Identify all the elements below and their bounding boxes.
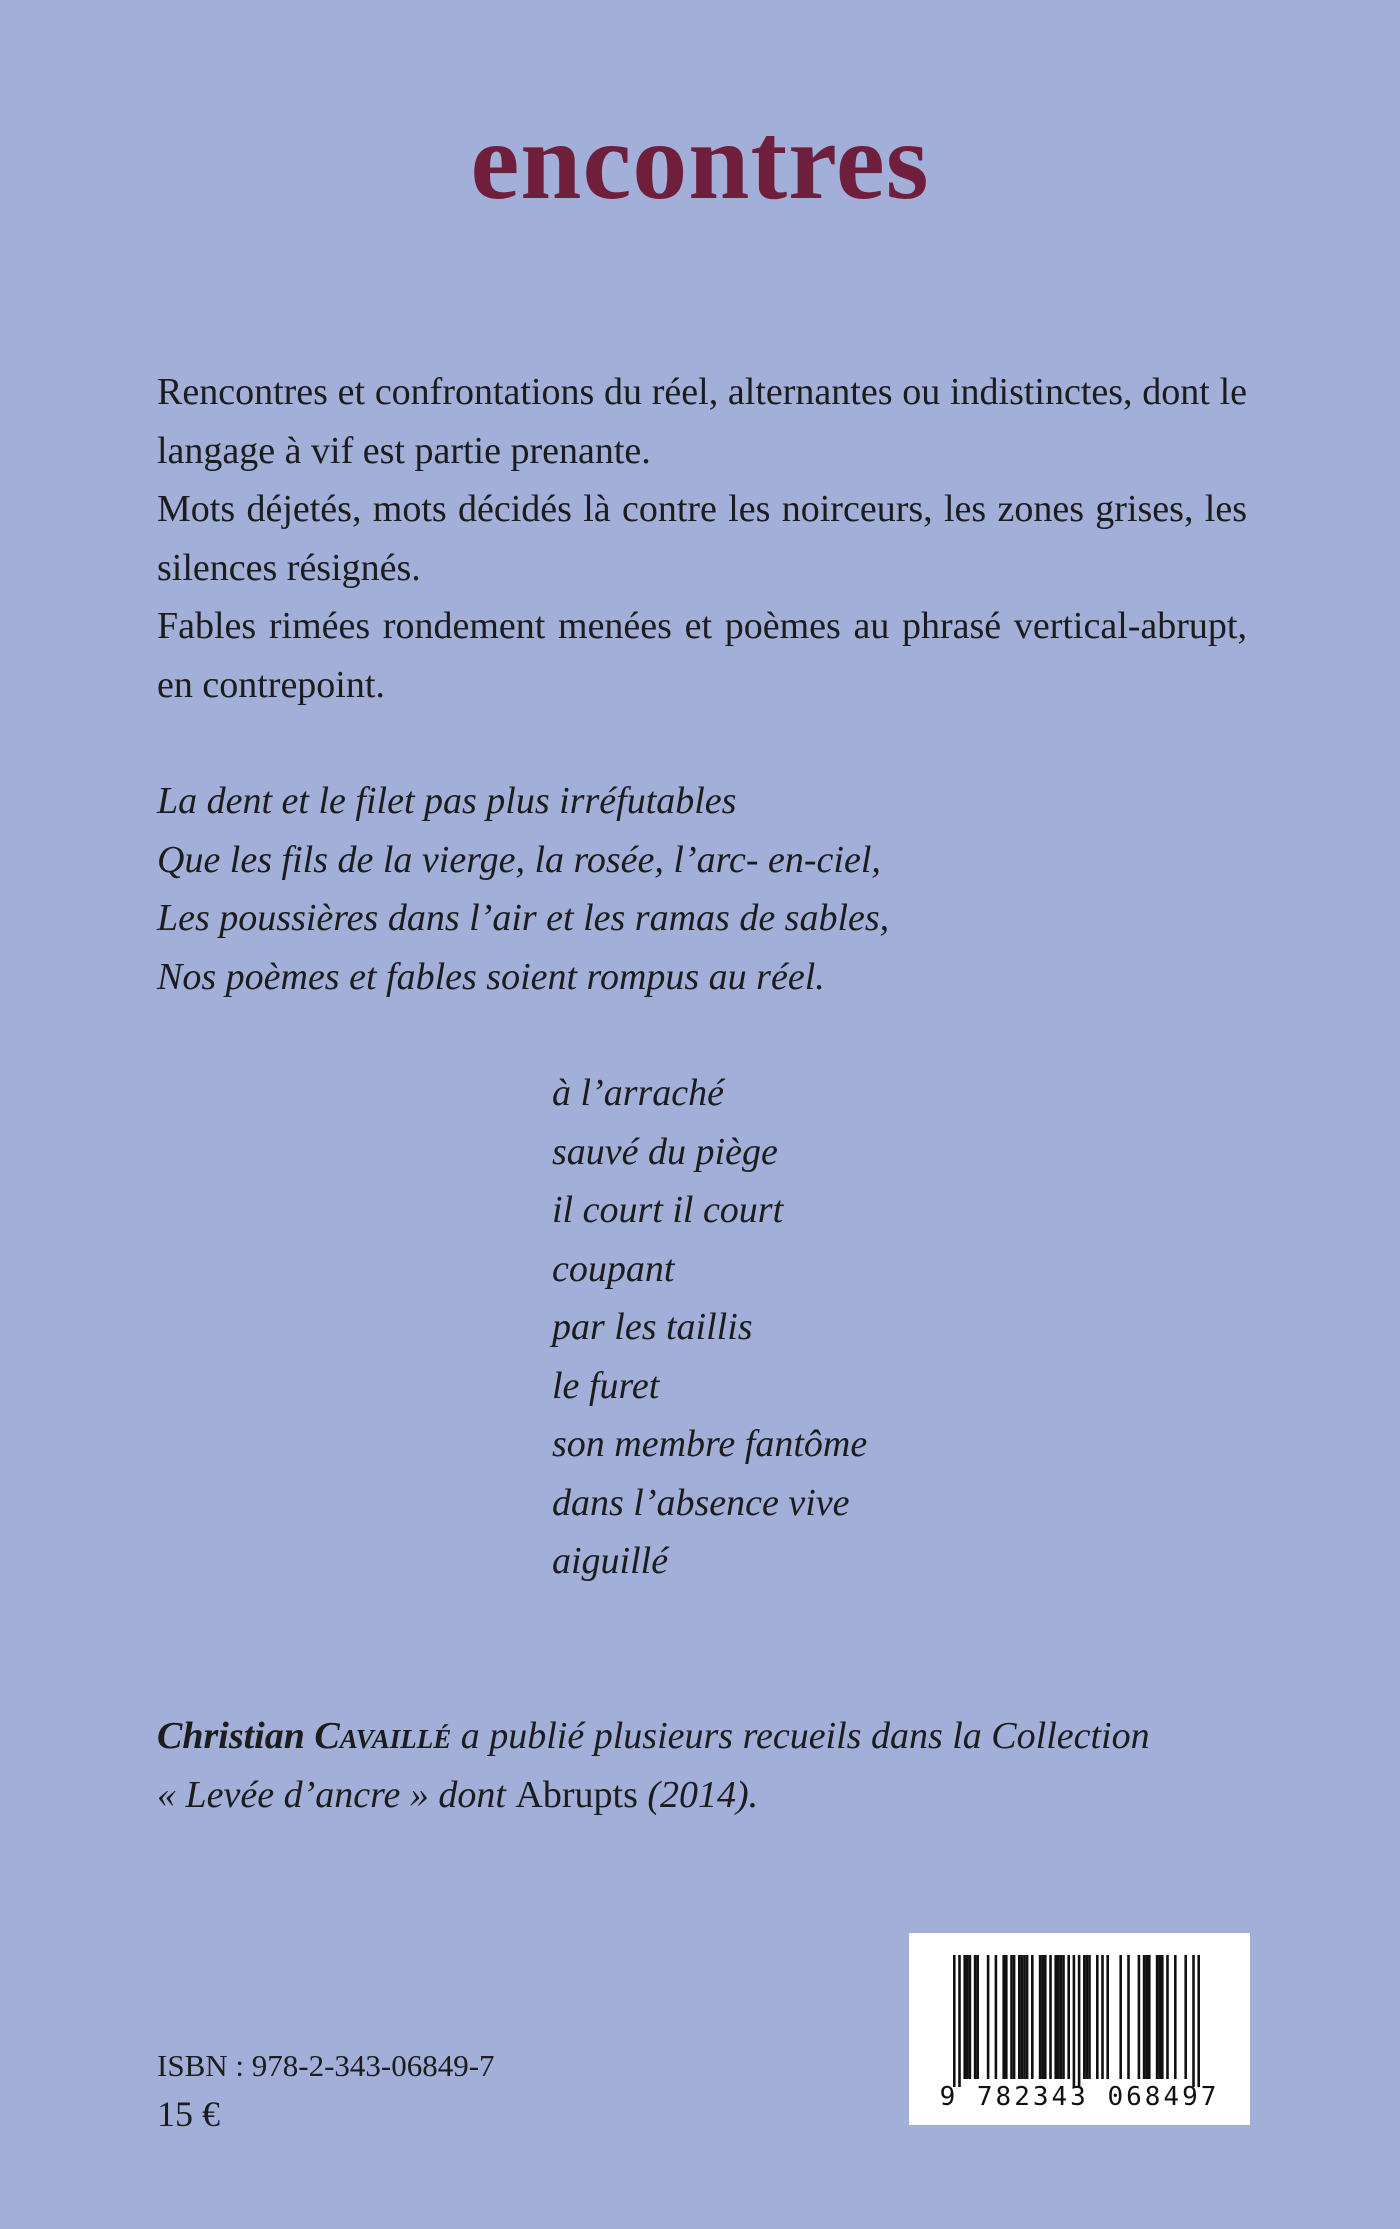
poem-line: le furet xyxy=(552,1364,660,1407)
isbn-number: ISBN : 978-2-343-06849-7 xyxy=(157,2048,495,2083)
barcode-bar xyxy=(963,1955,966,2079)
barcode-bar xyxy=(1101,1955,1104,2079)
poem-line: par les taillis xyxy=(552,1306,753,1348)
barcode-bar xyxy=(1067,1955,1070,2079)
barcode-bar xyxy=(1143,1955,1146,2079)
poem-line: il court il court xyxy=(552,1189,784,1231)
barcode-bar xyxy=(1060,1955,1063,2079)
barcode-bar xyxy=(966,1955,969,2079)
barcode-bar xyxy=(1161,1955,1164,2079)
barcode-bar xyxy=(1023,1955,1026,2079)
barcode-bar xyxy=(1158,1955,1161,2079)
barcode-digits: 9 782343 068497 xyxy=(939,2082,1220,2112)
bio-text: a publié plusieurs recueils dans la Collection xyxy=(451,1715,1150,1757)
barcode-bar xyxy=(1174,1955,1177,2079)
barcode-bar xyxy=(1005,1955,1008,2079)
author-first-name: Christian xyxy=(157,1715,315,1757)
fable-line: Que les fils de la vierge, la rosée, l’arc- en-ciel, xyxy=(157,838,881,881)
barcode-bar xyxy=(1002,1955,1005,2079)
poem-line: son membre fantôme xyxy=(552,1423,868,1465)
barcode-bar xyxy=(1057,1955,1060,2079)
barcode-bar xyxy=(1106,1955,1109,2079)
barcode-bar xyxy=(1148,1955,1151,2079)
barcode-bar xyxy=(1010,1955,1013,2079)
barcode-bar xyxy=(969,1955,972,2079)
barcode-bar xyxy=(1156,1955,1159,2079)
barcode-bar xyxy=(995,1955,998,2079)
barcode-bar xyxy=(1138,1955,1141,2079)
intro-paragraph-3: Fables rimées rondement menées et poèmes au phrasé vertical-abrupt, en contrepoint. xyxy=(157,605,1247,706)
poem-excerpt xyxy=(552,1064,1152,1591)
barcode-bar xyxy=(1054,1955,1057,2079)
barcode-bar xyxy=(1031,1955,1034,2079)
barcode-bar xyxy=(1119,1955,1122,2079)
barcode-bar xyxy=(1088,1955,1091,2079)
barcode-bar xyxy=(1184,1955,1187,2079)
barcode-bar xyxy=(1039,1955,1042,2079)
barcode-bar xyxy=(1073,1955,1076,2087)
barcode-bar xyxy=(987,1955,990,2079)
barcode-bar xyxy=(1086,1955,1089,2079)
barcode-bar xyxy=(1049,1955,1052,2079)
barcode xyxy=(909,1933,1250,2125)
barcode-bar xyxy=(1021,1955,1024,2079)
barcode-bar xyxy=(1166,1955,1169,2079)
poem-line: dans l’absence vive xyxy=(552,1481,850,1524)
barcode-bar xyxy=(1062,1955,1065,2079)
barcode-bar xyxy=(1013,1955,1016,2079)
barcode-bar xyxy=(976,1955,979,2079)
barcode-bar xyxy=(1145,1955,1148,2079)
barcode-bar xyxy=(1192,1955,1195,2087)
barcode-bar xyxy=(1197,1955,1200,2087)
fable-line: La dent et le filet pas plus irréfutables xyxy=(157,780,737,822)
barcode-bar xyxy=(953,1955,956,2087)
previous-book-title: Abrupts xyxy=(515,1773,638,1816)
barcode-bar xyxy=(1018,1955,1021,2079)
barcode-bar xyxy=(1026,1955,1029,2079)
book-title: encontres xyxy=(470,100,930,222)
barcode-bar xyxy=(958,1955,961,2087)
intro-text xyxy=(157,363,1247,714)
poem-line: coupant xyxy=(552,1247,675,1290)
poem-line: à l’arraché xyxy=(552,1072,725,1114)
poem-line: sauvé du piège xyxy=(552,1130,778,1173)
bio-year: (2014). xyxy=(637,1773,759,1816)
collection-text: « Levée d’ancre » dont xyxy=(157,1773,516,1816)
intro-paragraph-1: Rencontres et confrontations du réel, alternantes ou indistinctes, dont le langage à vif est partie prenante. xyxy=(157,371,1247,472)
barcode-bar xyxy=(1096,1955,1099,2079)
barcode-bar xyxy=(1044,1955,1047,2079)
fable-line: Nos poèmes et fables soient rompus au réel. xyxy=(157,955,825,998)
bio-line-1 xyxy=(157,1707,1247,1766)
author-last-name: Cavaillé xyxy=(314,1715,452,1757)
fable-line: Les poussières dans l’air et les ramas de sables, xyxy=(157,897,890,939)
author-bio xyxy=(157,1707,1247,1824)
barcode-bar xyxy=(974,1955,977,2079)
poem-line: aiguillé xyxy=(552,1540,669,1582)
bio-line-2 xyxy=(157,1766,1247,1825)
intro-paragraph-2: Mots déjetés, mots décidés là contre les noirceurs, les zones grises, les silences résignés. xyxy=(157,488,1247,589)
fable-excerpt xyxy=(157,772,1257,1006)
barcode-bar xyxy=(1041,1955,1044,2079)
barcode-bar xyxy=(1078,1955,1081,2087)
price: 15 € xyxy=(157,2094,220,2134)
barcode-bar xyxy=(1083,1955,1086,2079)
barcode-bar xyxy=(1127,1955,1130,2079)
